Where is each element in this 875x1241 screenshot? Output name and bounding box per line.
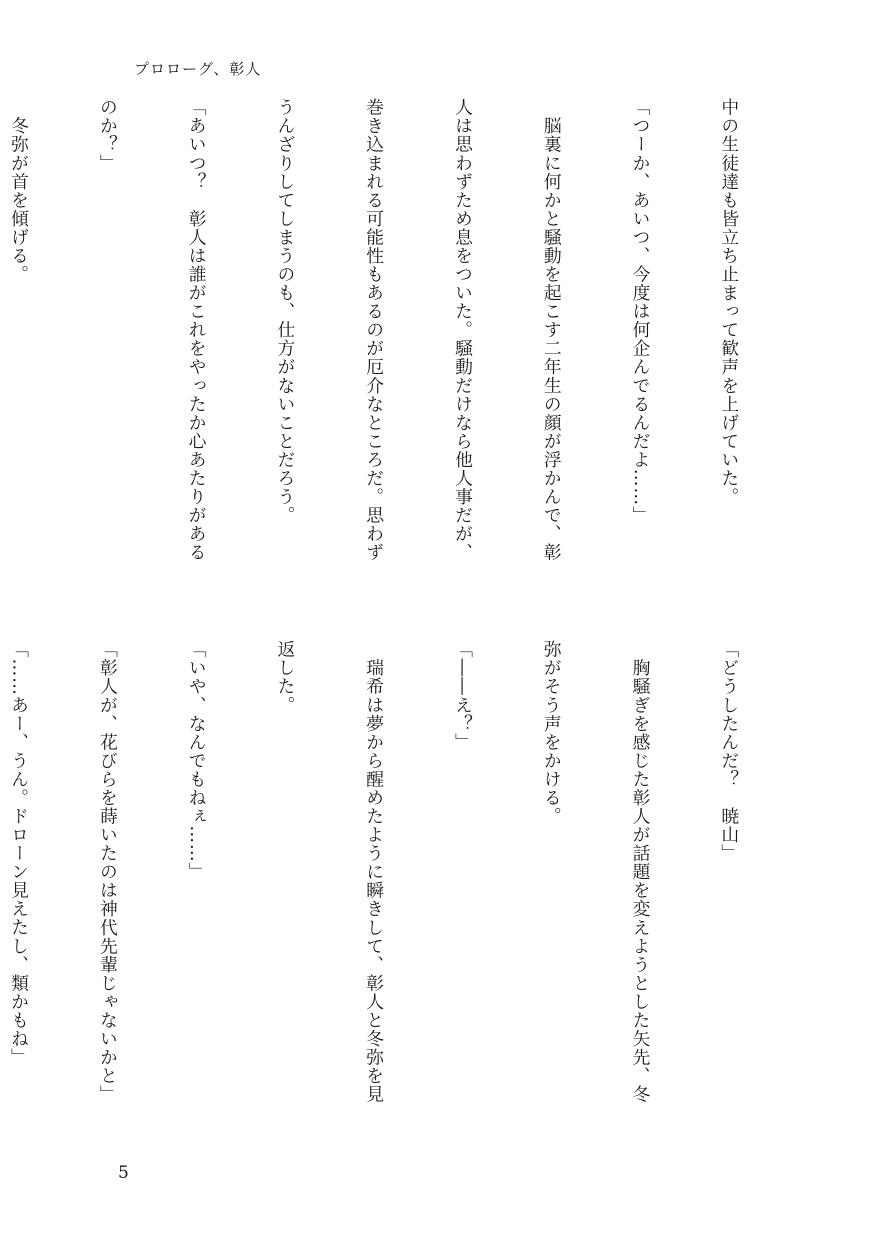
text-line: 「つーか、あいつ、今度は何企んでるんだよ……」 bbox=[630, 98, 652, 525]
text-line: 「あいつ？ 彰人は誰がこれをやったか心あたりがある bbox=[186, 98, 208, 562]
text-line: のか？」 bbox=[97, 98, 119, 173]
text-line: 瑞希は夢から醒めたように瞬きして、彰人と冬弥を見 bbox=[363, 640, 385, 1104]
bottom-text-block bbox=[8, 640, 803, 1130]
running-header: プロローグ、彰人 bbox=[134, 60, 262, 78]
text-line: 「……あー、うん。ドローン見えたし、類かもね」 bbox=[8, 640, 30, 1067]
text-line: 「彰人が、花びらを蒔いたのは神代先輩じゃないかと」 bbox=[97, 640, 119, 1104]
text-line: 人は思わずため息をついた。騒動だけなら他人事だが、 bbox=[452, 98, 474, 562]
text-line: 「いや、なんでもねぇ……」 bbox=[186, 640, 208, 882]
text-line: 「――え？」 bbox=[452, 640, 474, 752]
text-line: 弥がそう声をかける。 bbox=[541, 640, 563, 826]
page-number: 5 bbox=[118, 1163, 129, 1183]
text-line: 胸騒ぎを感じた彰人が話題を変えようとした矢先、冬 bbox=[630, 640, 652, 1104]
text-line: 「どうしたんだ？ 暁山」 bbox=[718, 640, 740, 863]
text-line: 冬弥が首を傾げる。 bbox=[8, 98, 30, 284]
text-line: 巻き込まれる可能性もあるのが厄介なところだ。思わず bbox=[363, 98, 385, 562]
text-line: 中の生徒達も皆立ち止まって歓声を上げていた。 bbox=[718, 98, 740, 506]
text-line: 脳裏に何かと騒動を起こす二年生の顔が浮かんで、彰 bbox=[541, 98, 563, 562]
text-line: 返した。 bbox=[274, 640, 296, 715]
top-text-block bbox=[8, 98, 803, 618]
text-line: うんざりしてしまうのも、仕方がないことだろう。 bbox=[274, 98, 296, 525]
